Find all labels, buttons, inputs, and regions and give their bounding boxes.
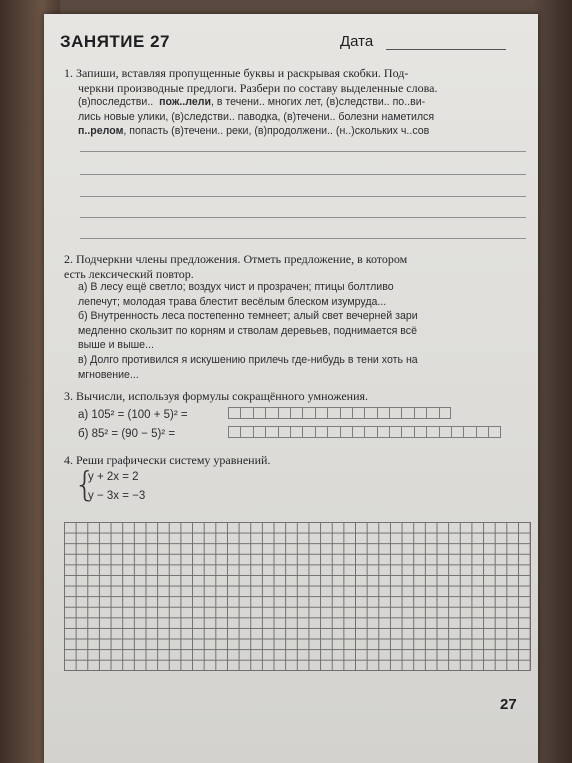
lesson-title: ЗАНЯТИЕ 27 xyxy=(60,32,170,51)
answer-line[interactable] xyxy=(80,174,526,175)
task1-word: (в)последстви.. xyxy=(78,96,154,108)
task1-word: , в течени.. многих лет, (в)следстви.. по..ви- xyxy=(210,96,426,108)
task1-line-1: 1. Запиши, вставляя пропущенные буквы и раскрывая скобки. Под- xyxy=(64,66,409,80)
sentence-line: б) Внутренность леса постепенно темнеет; алый свет вечерней зари xyxy=(78,310,418,323)
task2-line-2: есть лексический повтор. xyxy=(64,266,194,281)
task4-instructions: 4. Реши графически систему уравнений. xyxy=(64,453,271,467)
sentence-line: мгновение... xyxy=(78,368,139,381)
task1-word-highlight: пож..лели xyxy=(159,96,211,108)
task3-instructions: 3. Вычисли, используя формулы сокращённого умножения. xyxy=(64,389,369,403)
answer-line[interactable] xyxy=(80,196,526,197)
sentence-line: в) Долго противился я искушению прилечь где-нибудь в тени хоть на xyxy=(78,353,418,366)
task3-expr-b: б) 85² = (90 − 5)² = xyxy=(78,428,176,440)
answer-line[interactable] xyxy=(80,151,526,152)
graph-grid[interactable] xyxy=(64,522,531,671)
task2-sentences xyxy=(78,280,530,382)
answer-line[interactable] xyxy=(80,238,526,239)
system-brace: { xyxy=(74,465,96,505)
sentence-line: лепечут; молодая трава блестит весёлым блеском изумруда... xyxy=(78,295,387,308)
task1-word-highlight: п..релом xyxy=(78,125,124,138)
task1-words-line-2 xyxy=(78,110,530,125)
date-field-line[interactable] xyxy=(386,49,506,50)
task3-expr-a: а) 105² = (100 + 5)² = xyxy=(78,409,188,421)
page-number: 27 xyxy=(500,696,517,713)
task1-word: , попасть (в)течени.. реки, (в)продолжени.. (н..)скольких ч..сов xyxy=(123,125,430,138)
equation-1: y + 2x = 2 xyxy=(88,471,139,483)
sentence-line: медленно скользит по корням и стволам деревьев, поднимается всё xyxy=(78,324,417,337)
sentence-line: выше и выше... xyxy=(78,339,154,352)
task2-instructions xyxy=(64,252,534,281)
task3-answer-cells-a[interactable] xyxy=(228,407,451,420)
task1-words xyxy=(78,95,530,139)
workbook-page xyxy=(44,14,538,763)
task2-line-1: 2. Подчеркни члены предложения. Отметь предложение, в котором xyxy=(64,252,408,266)
desk-right xyxy=(532,0,572,763)
task1-word: лись новые улики, (в)следстви.. паводка, (в)течени.. болезни наметился xyxy=(78,110,435,123)
equation-2: y − 3x = −3 xyxy=(88,490,146,502)
task1-instructions xyxy=(64,66,534,95)
date-label: Дата xyxy=(340,33,374,50)
page-header xyxy=(60,32,530,58)
task1-words-line-3 xyxy=(78,124,530,139)
task3-answer-cells-b[interactable] xyxy=(228,426,501,439)
task1-line-2: черкни производные предлоги. Разбери по составу выделенные слова. xyxy=(78,80,438,95)
sentence-line: а) В лесу ещё светло; воздух чист и прозрачен; птицы болтливо xyxy=(78,281,394,293)
answer-line[interactable] xyxy=(80,217,526,218)
task1-words-line-1 xyxy=(78,95,530,110)
